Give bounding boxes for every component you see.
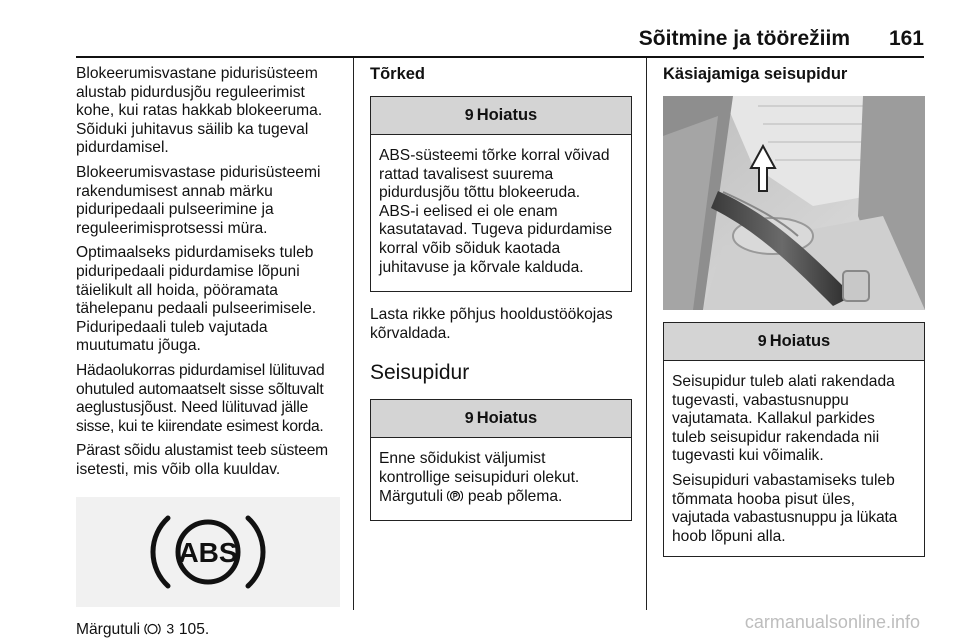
warning-box-abs-fault — [370, 96, 632, 292]
paragraph-abs-signal: Blokeerumisvastase pidurisüsteemi rakendumisest annab märku piduripedaali pulseerimine ja reguleerimisprotsessi müra. — [76, 163, 321, 237]
warning-header: 9 Hoiatus — [371, 97, 631, 135]
abs-caption: Märgutuli 3 105. — [76, 621, 210, 639]
warning-body: ABS-süsteemi tõrke korral võivad rattad tavalisest suurema pidurdusjõu tõttu blokeeruda. ABS-i eelised ei ole enam kasutatavad. Tugeva pidurdamise korral võib sõiduk kaotada juhitavuse ja kõrvale kalduda. — [379, 147, 613, 276]
warning-body: Seisupidur tuleb alati rakendada tugevasti, vabastusnuppu vajutamata. Kallakul parkides tuleb seisupidur rakendada nii tugevasti kui võimalik. Seisupiduri vabastamiseks tuleb tõmmata hooba pisut üles, vajutada vabastusnuppu ja lükata hoob lõpuni alla. — [672, 373, 898, 545]
abs-icon-label: ABS — [178, 537, 238, 569]
warning-box-hand-brake — [663, 322, 925, 557]
warning-triangle-icon: 9 — [464, 409, 474, 427]
column-2 — [370, 65, 632, 535]
page-reference[interactable]: 105. — [178, 621, 210, 639]
warning-triangle-icon: 9 — [464, 106, 474, 124]
subheading-faults: Tõrked — [370, 65, 426, 83]
abs-inline-icon — [144, 622, 161, 636]
column-3 — [663, 65, 925, 571]
section-heading-parking-brake: Seisupidur — [370, 361, 470, 385]
abs-warning-light-icon — [138, 504, 278, 600]
warning-header: 9 Hoiatus — [371, 400, 631, 438]
column-1 — [76, 65, 340, 642]
column-divider-2 — [646, 58, 647, 610]
abs-warning-light-figure — [76, 497, 340, 607]
page-reference-icon: 3 — [166, 622, 175, 638]
paragraph-abs-intro: Blokeerumisvastane pidurisüsteem alustab pidurdusjõu reguleerimist kohe, kui ratas hakkab blokeeruma. Sõiduki juhitavus säilib ka tugeval pidurdamisel. — [76, 65, 323, 157]
header-divider — [76, 56, 924, 58]
page-number: 161 — [888, 27, 924, 50]
paragraph-fault-repair: Lasta rikke põhjus hooldustöökojas kõrvaldada. — [370, 306, 613, 342]
page-header-title: Sõitmine ja töörežiim — [638, 27, 850, 50]
warning-box-parking-brake — [370, 399, 632, 521]
warning-header: 9 Hoiatus — [664, 323, 924, 361]
hand-brake-illustration — [663, 96, 925, 310]
warning-body: Enne sõidukist väljumist kontrollige seisupiduri olekut. Märgutuli peab põlema. — [379, 450, 580, 505]
paragraph-emergency-braking: Hädaolukorras pidurdamisel lülituvad ohutuled automaatselt sisse sõltuvalt aeglustusjõust. Need lülituvad jälle sisse, kui te kiirendate esimest korda. — [76, 361, 325, 435]
paragraph-optimal-braking: Optimaalseks pidurdamiseks tuleb piduripedaali pidurdamise lõpuni täielikult all hoida, pööramata tähelepanu pedaali pulseerimisele. Piduripedaali tuleb vajutada muutumatu jõuga. — [76, 244, 317, 355]
watermark: carmanualsonline.info — [744, 612, 920, 632]
hand-brake-photo — [663, 96, 925, 310]
warning-triangle-icon: 9 — [757, 332, 767, 350]
subheading-hand-brake: Käsiajamiga seisupidur — [663, 65, 848, 83]
column-divider-1 — [353, 58, 354, 610]
paragraph-self-test: Pärast sõidu alustamist teeb süsteem isetesti, mis võib olla kuuldav. — [76, 442, 328, 478]
parking-brake-inline-icon — [447, 489, 463, 503]
